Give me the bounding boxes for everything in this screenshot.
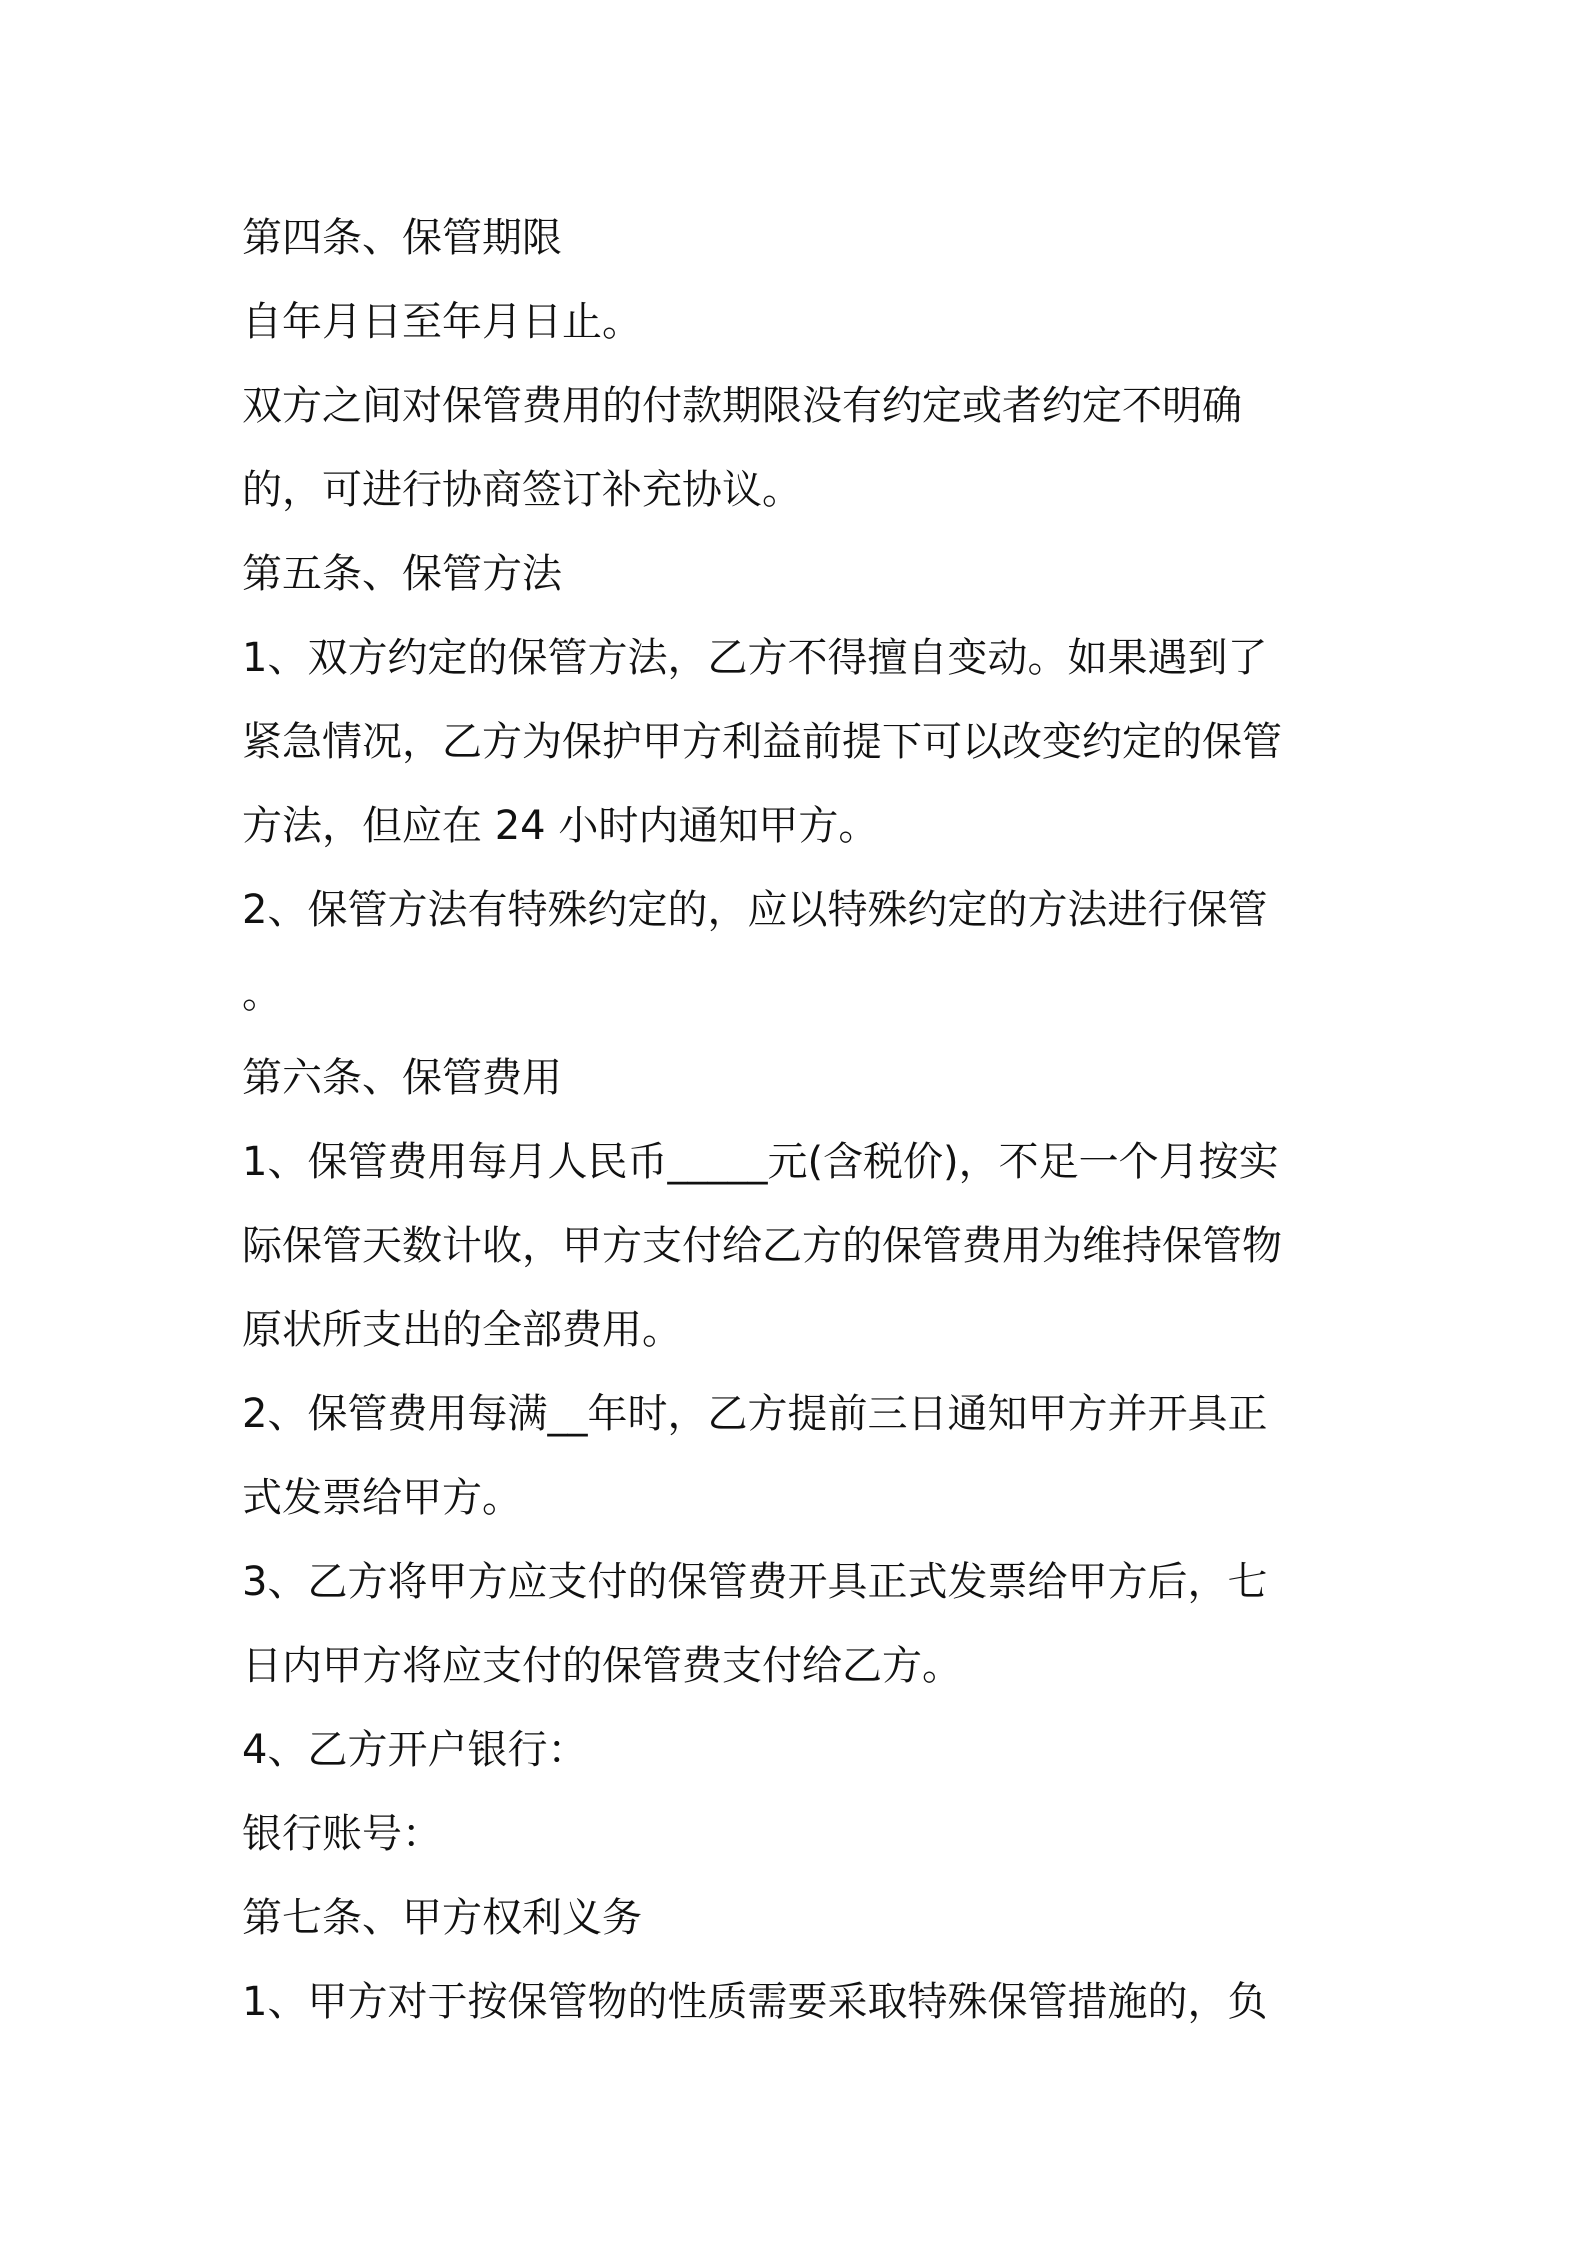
section-heading-article-6: 第六条、保管费用 xyxy=(242,1055,562,1101)
text-line: 4、乙方开户银行： xyxy=(242,1727,588,1773)
text-line: 日内甲方将应支付的保管费支付给乙方。 xyxy=(242,1643,962,1689)
text-line: 际保管天数计收，甲方支付给乙方的保管费用为维持保管物 xyxy=(242,1223,1282,1269)
section-heading-article-7: 第七条、甲方权利义务 xyxy=(242,1895,642,1941)
text-line: 1、甲方对于按保管物的性质需要采取特殊保管措施的，负 xyxy=(242,1979,1268,2025)
text-line: 银行账号： xyxy=(242,1811,442,1857)
text-line: 2、保管方法有特殊约定的，应以特殊约定的方法进行保管 xyxy=(242,887,1268,933)
section-heading-article-5: 第五条、保管方法 xyxy=(242,551,562,597)
text-line: 自年月日至年月日止。 xyxy=(242,299,642,345)
text-line: 式发票给甲方。 xyxy=(242,1475,522,1521)
text-line: 方法，但应在 24 小时内通知甲方。 xyxy=(242,803,879,849)
text-line: 。 xyxy=(242,971,282,1017)
section-heading-article-4: 第四条、保管期限 xyxy=(242,215,562,261)
text-line: 双方之间对保管费用的付款期限没有约定或者约定不明确 xyxy=(242,383,1242,429)
text-line: 1、双方约定的保管方法，乙方不得擅自变动。如果遇到了 xyxy=(242,635,1268,681)
text-line: 1、保管费用每月人民币_____元(含税价)，不足一个月按实 xyxy=(242,1139,1279,1185)
text-line: 3、乙方将甲方应支付的保管费开具正式发票给甲方后，七 xyxy=(242,1559,1268,1605)
text-line: 原状所支出的全部费用。 xyxy=(242,1307,682,1353)
text-line: 的，可进行协商签订补充协议。 xyxy=(242,467,802,513)
document-body xyxy=(242,196,1360,2044)
text-line: 紧急情况，乙方为保护甲方利益前提下可以改变约定的保管 xyxy=(242,719,1282,765)
text-line: 2、保管费用每满__年时，乙方提前三日通知甲方并开具正 xyxy=(242,1391,1268,1437)
